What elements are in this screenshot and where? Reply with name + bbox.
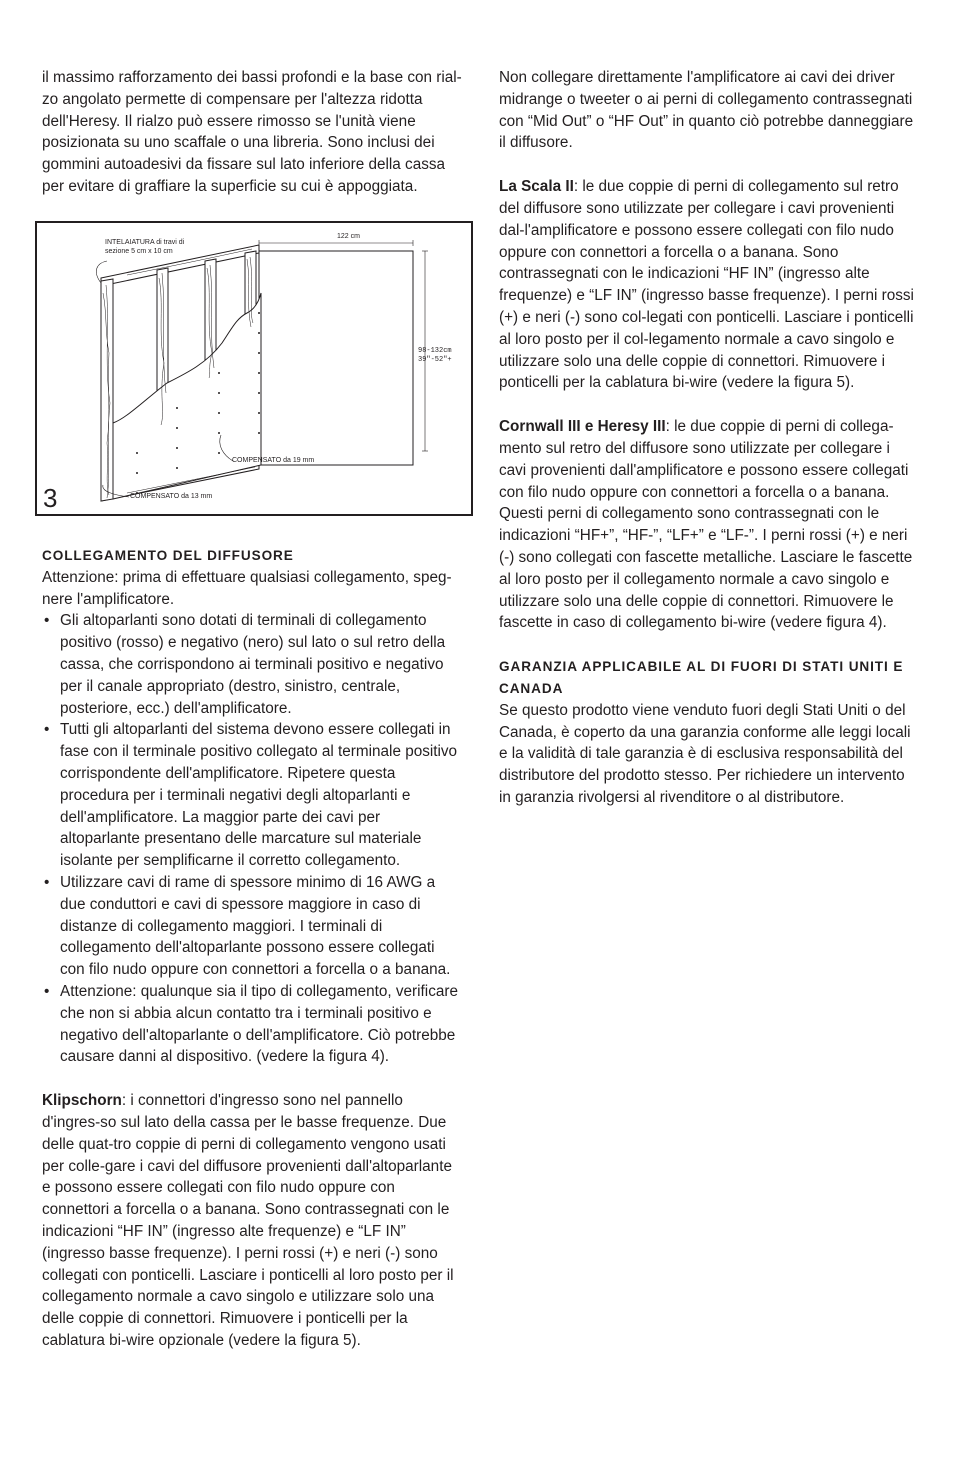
cornwall-text: : le due coppie di perni di collega-mento sul retro del diffusore sono utilizzate per collegare i cavi provenienti dall'amplificatore e possono essere collegati con filo nudo oppure con connettori a forcella o a banana. Questi perni di collegamento sono contrassegnati con le indicazioni “HF+”, “HF-”, “LF+” e “LF-”. I perni rossi (+) e neri (-) sono collegati con fascette metalliche. Lasciare le fascette al loro posto per il collegamento normale a cavo singolo e utilizzare solo una delle coppie di connettori. Rimuovere le fascette in caso di collegamento bi-wire (vedere figura 4). — [499, 418, 913, 632]
left-column — [42, 67, 462, 198]
klipschorn-paragraph — [42, 1090, 462, 1352]
list-item: • Tutti gli altoparlanti del sistema devono essere collegati in fase con il terminale positivo collegato al terminale positivo corrispondente dell'amplificatore. Ripetere questa procedura per i terminali negativi degli altoparlanti e dell'amplificatore. La maggior parte dei cavi per altoparlante presentano delle marcature sul materiale isolante per semplificarne il corretto collegamento. — [42, 719, 462, 872]
lascala-text: : le due coppie di perni di collegamento sul retro del diffusore sono utilizzate per collegare i cavi provenienti dal-l'amplificatore e possono essere collegati con filo nudo oppure con connettori a forcella o a banana. Sono contrassegnati con le indicazioni “HF IN” (ingresso alte frequenze) e “LF IN” (ingresso basse frequenze). I perni rossi (+) e neri (-) sono col-legati con ponticelli. Lasciare i ponticelli al loro posto per il col-legamento normale a cavo singolo e utilizzare solo una delle coppie di connettori. Rimuovere i ponticelli per la cablatura bi-wire (vedere la figura 5). — [499, 178, 914, 392]
cornwall-paragraph — [499, 416, 919, 634]
speaker-connection-section — [42, 545, 462, 1352]
klipschorn-lead: Klipschorn — [42, 1092, 122, 1110]
warning-paragraph: Non collegare direttamente l'amplificatore ai cavi dei driver midrange o tweeter o ai perni di collegamento contrassegnati con “Mid Out” o “HF Out” in quanto ciò potrebbe danneggiare il diffusore. — [499, 69, 914, 152]
list-item: • Attenzione: qualunque sia il tipo di collegamento, verificare che non si abbia alcun contatto tra i terminali positivo e negativo dell'altoparlante o dell'amplificatore. Ciò potrebbe causare danni al dispositivo. (vedere la figura 4). — [42, 981, 462, 1068]
figure-number: 3 — [43, 483, 58, 513]
plywood-19mm-label: COMPENSATO da 19 mm — [232, 457, 315, 464]
back-wall-panel — [259, 251, 413, 465]
warranty-paragraph: Se questo prodotto viene venduto fuori degli Stati Uniti o del Canada, è coperto da una garanzia conforme alle leggi locali e la validità di tale garanzia è di esclusiva responsabilità del distributore del prodotto stesso. Per richiedere un intervento in garanzia rivolgersi al rivenditore o al distributore. — [499, 701, 911, 806]
connection-bullet-list — [42, 610, 462, 1068]
lascala-paragraph — [499, 176, 919, 394]
plywood-sheet — [113, 293, 261, 499]
right-column — [499, 67, 919, 809]
figure-3-wall-construction — [35, 221, 473, 516]
plywood-13mm-label: COMPENSATO da 13 mm — [130, 493, 213, 500]
section-heading: COLLEGAMENTO DEL DIFFUSORE — [42, 548, 294, 563]
wall-framing-illustration — [37, 223, 471, 514]
stud-1 — [101, 279, 113, 501]
list-item: • Gli altoparlanti sono dotati di terminali di collegamento positivo (rosso) e negativo (nero) sul lato o sul retro della cassa, che corrispondono ai terminali positivo e negativo per il canale appropriato (destro, sinistro, centrale, posteriore, ecc.) dell'amplificatore. — [42, 610, 462, 719]
width-dimension-label: 122 cm — [337, 233, 360, 240]
cornwall-lead: Cornwall III e Heresy III — [499, 418, 666, 436]
lascala-lead: La Scala II — [499, 178, 574, 196]
intro-paragraph: il massimo rafforzamento dei bassi profondi e la base con rial-zo angolato permette di compensare per l'altezza ridotta dell'Heresy. Il rialzo può essere rimosso se l'unità viene posizionata su uno scaffale o una libreria. Sono inclusi dei gommini autoadesivi da fissare sul lato inferiore della cassa per evitare di graffiare la superficie su cui è appoggiata. — [42, 69, 462, 195]
list-item: • Utilizzare cavi di rame di spessore minimo di 16 AWG a due conduttori e cavi di spessore maggiore in caso di distanze di collegamento maggiori. I terminali di collegamento dell'altoparlante possono essere collegati con filo nudo oppure con connettori a forcella o a banana. — [42, 872, 462, 981]
warranty-heading: GARANZIA APPLICABILE AL DI FUORI DI STATI UNITI E CANADA — [499, 659, 904, 696]
height-dimension-label: 98-132cm 39"-52"+ — [418, 347, 452, 364]
klipschorn-text: : i connettori d'ingresso sono nel pannello d'ingres-so sul lato della cassa per le basse frequenze. Due delle quat-tro coppie di perni di collegamento vengono usati per colle-gare i cavi del diffusore provenienti dall'altoparlante e possono essere collegati con filo nudo oppure con connettori a forcella o a banana. Sono contrassegnati con le indicazioni “HF IN” (ingresso alte frequenze) e “LF IN” (ingresso basse frequenze). I perni rossi (+) e neri (-) sono collegati con ponticelli. Lasciare i ponticelli al loro posto per il collegamento normale a cavo singolo e utilizzare solo una delle coppie di connettori. Rimuovere i ponticelli per la cablatura bi-wire opzionale (vedere la figura 5). — [42, 1092, 454, 1349]
attention-paragraph: Attenzione: prima di effettuare qualsiasi collegamento, speg-nere l'amplificatore. — [42, 568, 452, 608]
framing-label: INTELAIATURA di travi di sezione 5 cm x 10 cm — [105, 239, 185, 255]
